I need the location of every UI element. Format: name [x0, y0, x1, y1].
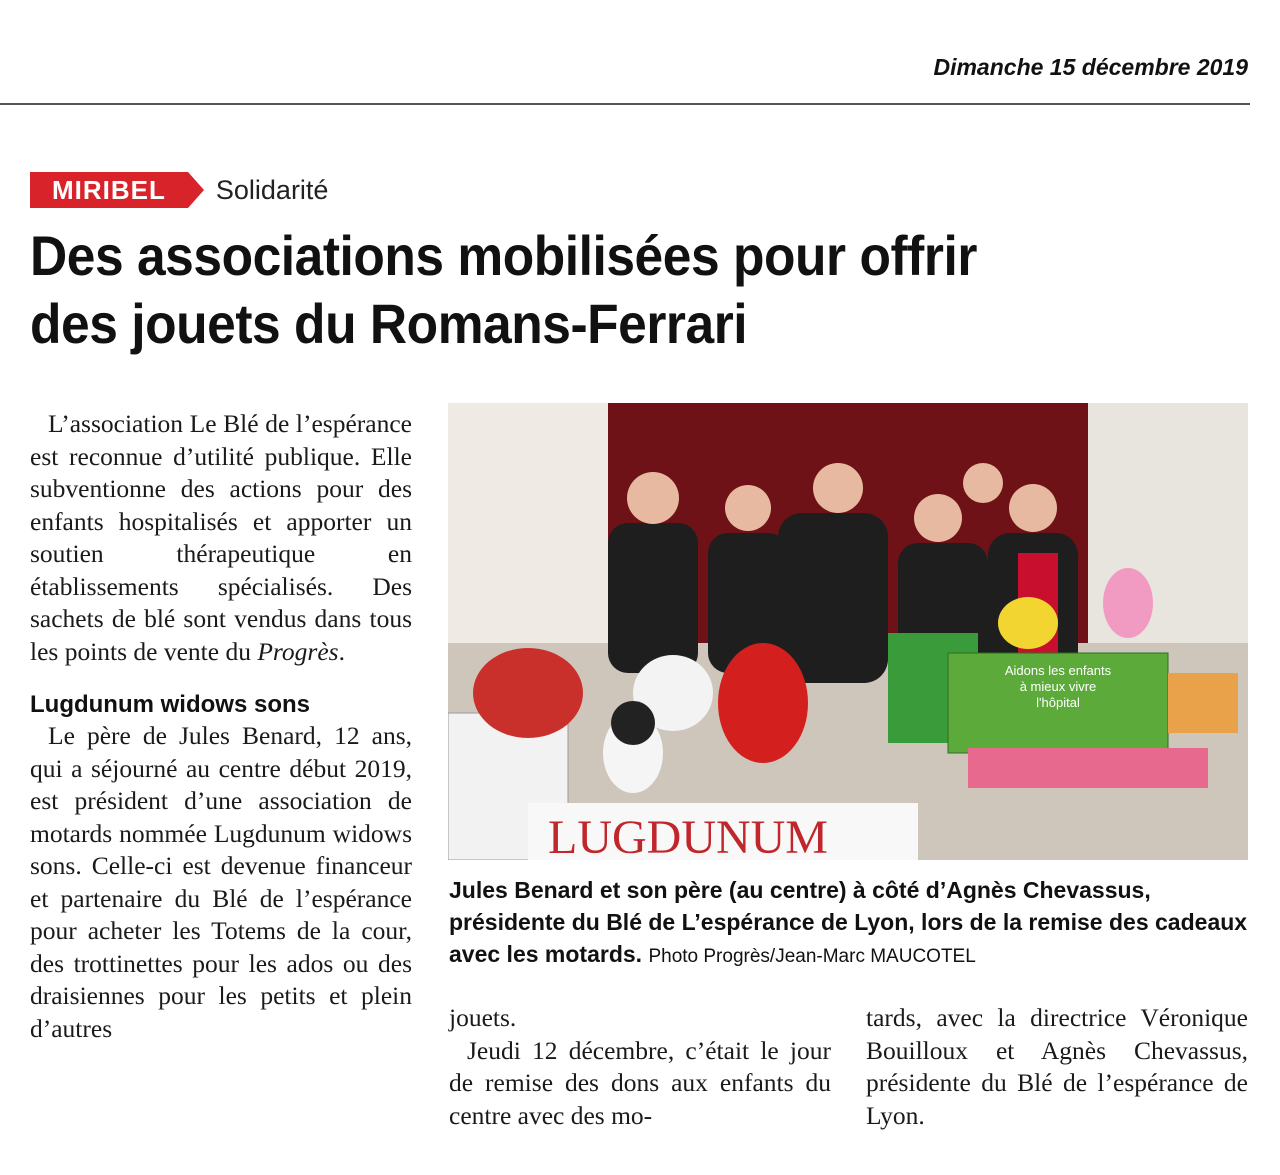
article-photo [448, 403, 1248, 860]
headline-line-1: Des associations mobilisées pour offrir [30, 224, 977, 287]
section-kicker [30, 172, 328, 208]
article-column-1 [30, 408, 412, 1045]
column2-continuation: jouets. [449, 1003, 517, 1032]
headline-line-2: des jouets du Romans-Ferrari [30, 292, 748, 355]
photo-illustration [448, 403, 1248, 860]
photo-banner-text: LUGDUNUM [548, 811, 828, 860]
headline [30, 222, 1162, 358]
intro-end: . [338, 636, 345, 666]
photo-credit: Photo Progrès/Jean-Marc MAUCOTEL [648, 946, 976, 967]
caption-text: Jules Benard et son père (au centre) à côté d’Agnès Chevassus, présidente du Blé de L’espérance de Lyon, lors de la remise des cadeaux avec les motards. [449, 877, 1248, 967]
publication-date: Dimanche 15 décembre 2019 [933, 54, 1248, 80]
subheading: Lugdunum widows sons [30, 691, 310, 718]
photo-box-text-3: l'hôpital [1036, 695, 1080, 710]
intro-paragraph [30, 408, 412, 668]
body-paragraph: Le père de Jules Benard, 12 ans, qui a séjourné au centre début 2019, est président d’une association de motards nommée Lugdunum widows sons. Celle-ci est devenue financeur et partenaire du Blé de l’espérance pour acheter les Totems de la cour, des trottinettes pour les ados ou des draisiennes pour les petits et plein d’autres [30, 721, 412, 1043]
column2-paragraph: Jeudi 12 décembre, c’était le jour de remise des dons aux enfants du centre avec des mo- [449, 1035, 831, 1130]
town-label: MIRIBEL [30, 172, 188, 208]
photo-caption [449, 874, 1249, 973]
article-column-2 [449, 1002, 831, 1132]
photo-box-text-2: à mieux vivre [1019, 679, 1097, 694]
newspaper-name: Progrès [257, 636, 339, 666]
header-rule [0, 103, 1250, 105]
topic-label: Solidarité [215, 174, 329, 205]
article-column-3 [866, 1002, 1248, 1132]
column3-paragraph: tards, avec la directrice Véronique Bouilloux et Agnès Chevassus, présidente du Blé de l’espérance de Lyon. [866, 1003, 1248, 1130]
intro-text: L’association Le Blé de l’espérance est reconnue d’utilité publique. Elle subventionne des actions pour des enfants hospitalisés et apporter un soutien thérapeutique en établissements spécialisés. Des sachets de blé sont vendus dans tous les points de vente du [30, 409, 412, 666]
photo-box-text-1: Aidons les enfants [1004, 663, 1112, 678]
